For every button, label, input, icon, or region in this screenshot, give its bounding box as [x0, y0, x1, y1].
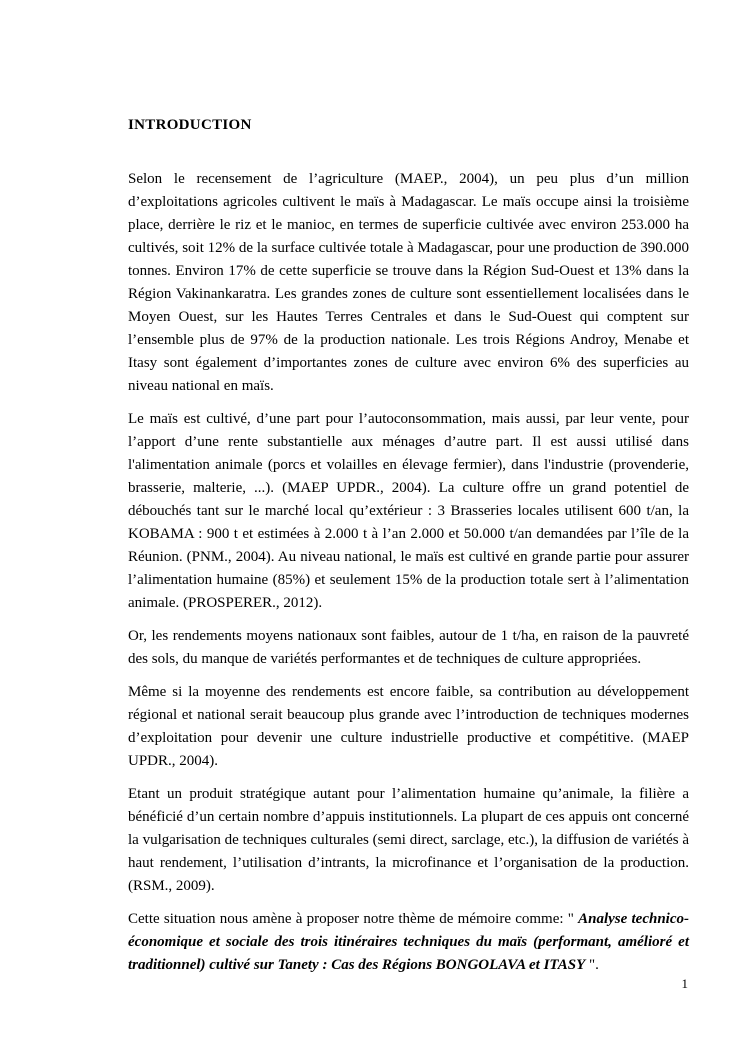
thesis-title-emphasis: Analyse technico-économique et sociale des trois itinéraires techniques du maïs (performant, amélioré et traditionnel) cultivé sur Tanety : Cas des Régions BONGOLAVA et ITASY	[128, 911, 689, 973]
paragraph: Etant un produit stratégique autant pour l’alimentation humaine qu’animale, la filière a bénéficié d’un certain nombre d’appuis institutionnels. La plupart de ces appuis ont concerné la vulgarisation de techniques culturales (semi direct, sarclage, etc.), la diffusion de variétés à haut rendement, l’utilisation d’intrants, la microfinance et l’organisation de la production. (RSM., 2009).	[128, 786, 689, 894]
section-heading: INTRODUCTION	[128, 117, 252, 133]
paragraph: Le maïs est cultivé, d’une part pour l’autoconsommation, mais aussi, par leur vente, pour l’apport d’une rente substantielle aux ménages d’autre part. Il est aussi utilisé dans l'alimentation animale (porcs et volailles en élevage fermier), dans l'industrie (provenderie, brasserie, malterie, ...). (MAEP UPDR., 2004). La culture offre un grand potentiel de débouchés tant sur le marché local qu’extérieur : 3 Brasseries locales utilisent 600 t/an, la KOBAMA : 900 t et estimées à 2.000 t à l’an 2.000 et 50.000 t/an demandées par l’île de la Réunion. (PNM., 2004). Au niveau national, le maïs est cultivé en grande partie pour assurer l’alimentation humaine (85%) et seulement 15% de la production totale sert à l’alimentation animale. (PROSPERER., 2012).	[128, 411, 689, 611]
closing-suffix: ".	[585, 957, 599, 973]
paragraph: Selon le recensement de l’agriculture (MAEP., 2004), un peu plus d’un million d’exploitations agricoles cultivent le maïs à Madagascar. Le maïs occupe ainsi la troisième place, derrière le riz et le manioc, en termes de superficie cultivée avec environ 253.000 ha cultivés, soit 12% de la surface cultivée totale à Madagascar, pour une production de 390.000 tonnes. Environ 17% de cette superficie se trouve dans la Région Sud-Ouest et 13% dans la Région Vakinankaratra. Les grandes zones de culture sont essentiellement localisées dans le Moyen Ouest, sur les Hautes Terres Centrales et dans le Sud-Ouest qui comptent sur l’ensemble plus de 97% de la production nationale. Les trois Régions Androy, Menabe et Itasy sont également d’importantes zones de culture avec environ 6% des superficies au niveau national en maïs.	[128, 171, 689, 394]
paragraph: Or, les rendements moyens nationaux sont faibles, autour de 1 t/ha, en raison de la pauvreté des sols, du manque de variétés performantes et de techniques de culture appropriées.	[128, 628, 689, 667]
closing-prefix: Cette situation nous amène à proposer notre thème de mémoire comme: "	[128, 911, 579, 927]
closing-paragraph	[128, 908, 689, 977]
page-number: 1	[681, 976, 688, 991]
paragraph: Même si la moyenne des rendements est encore faible, sa contribution au développement régional et national serait beaucoup plus grande avec l’introduction de techniques modernes d’exploitation pour devenir une culture industrielle productive et compétitive. (MAEP UPDR., 2004).	[128, 684, 689, 769]
